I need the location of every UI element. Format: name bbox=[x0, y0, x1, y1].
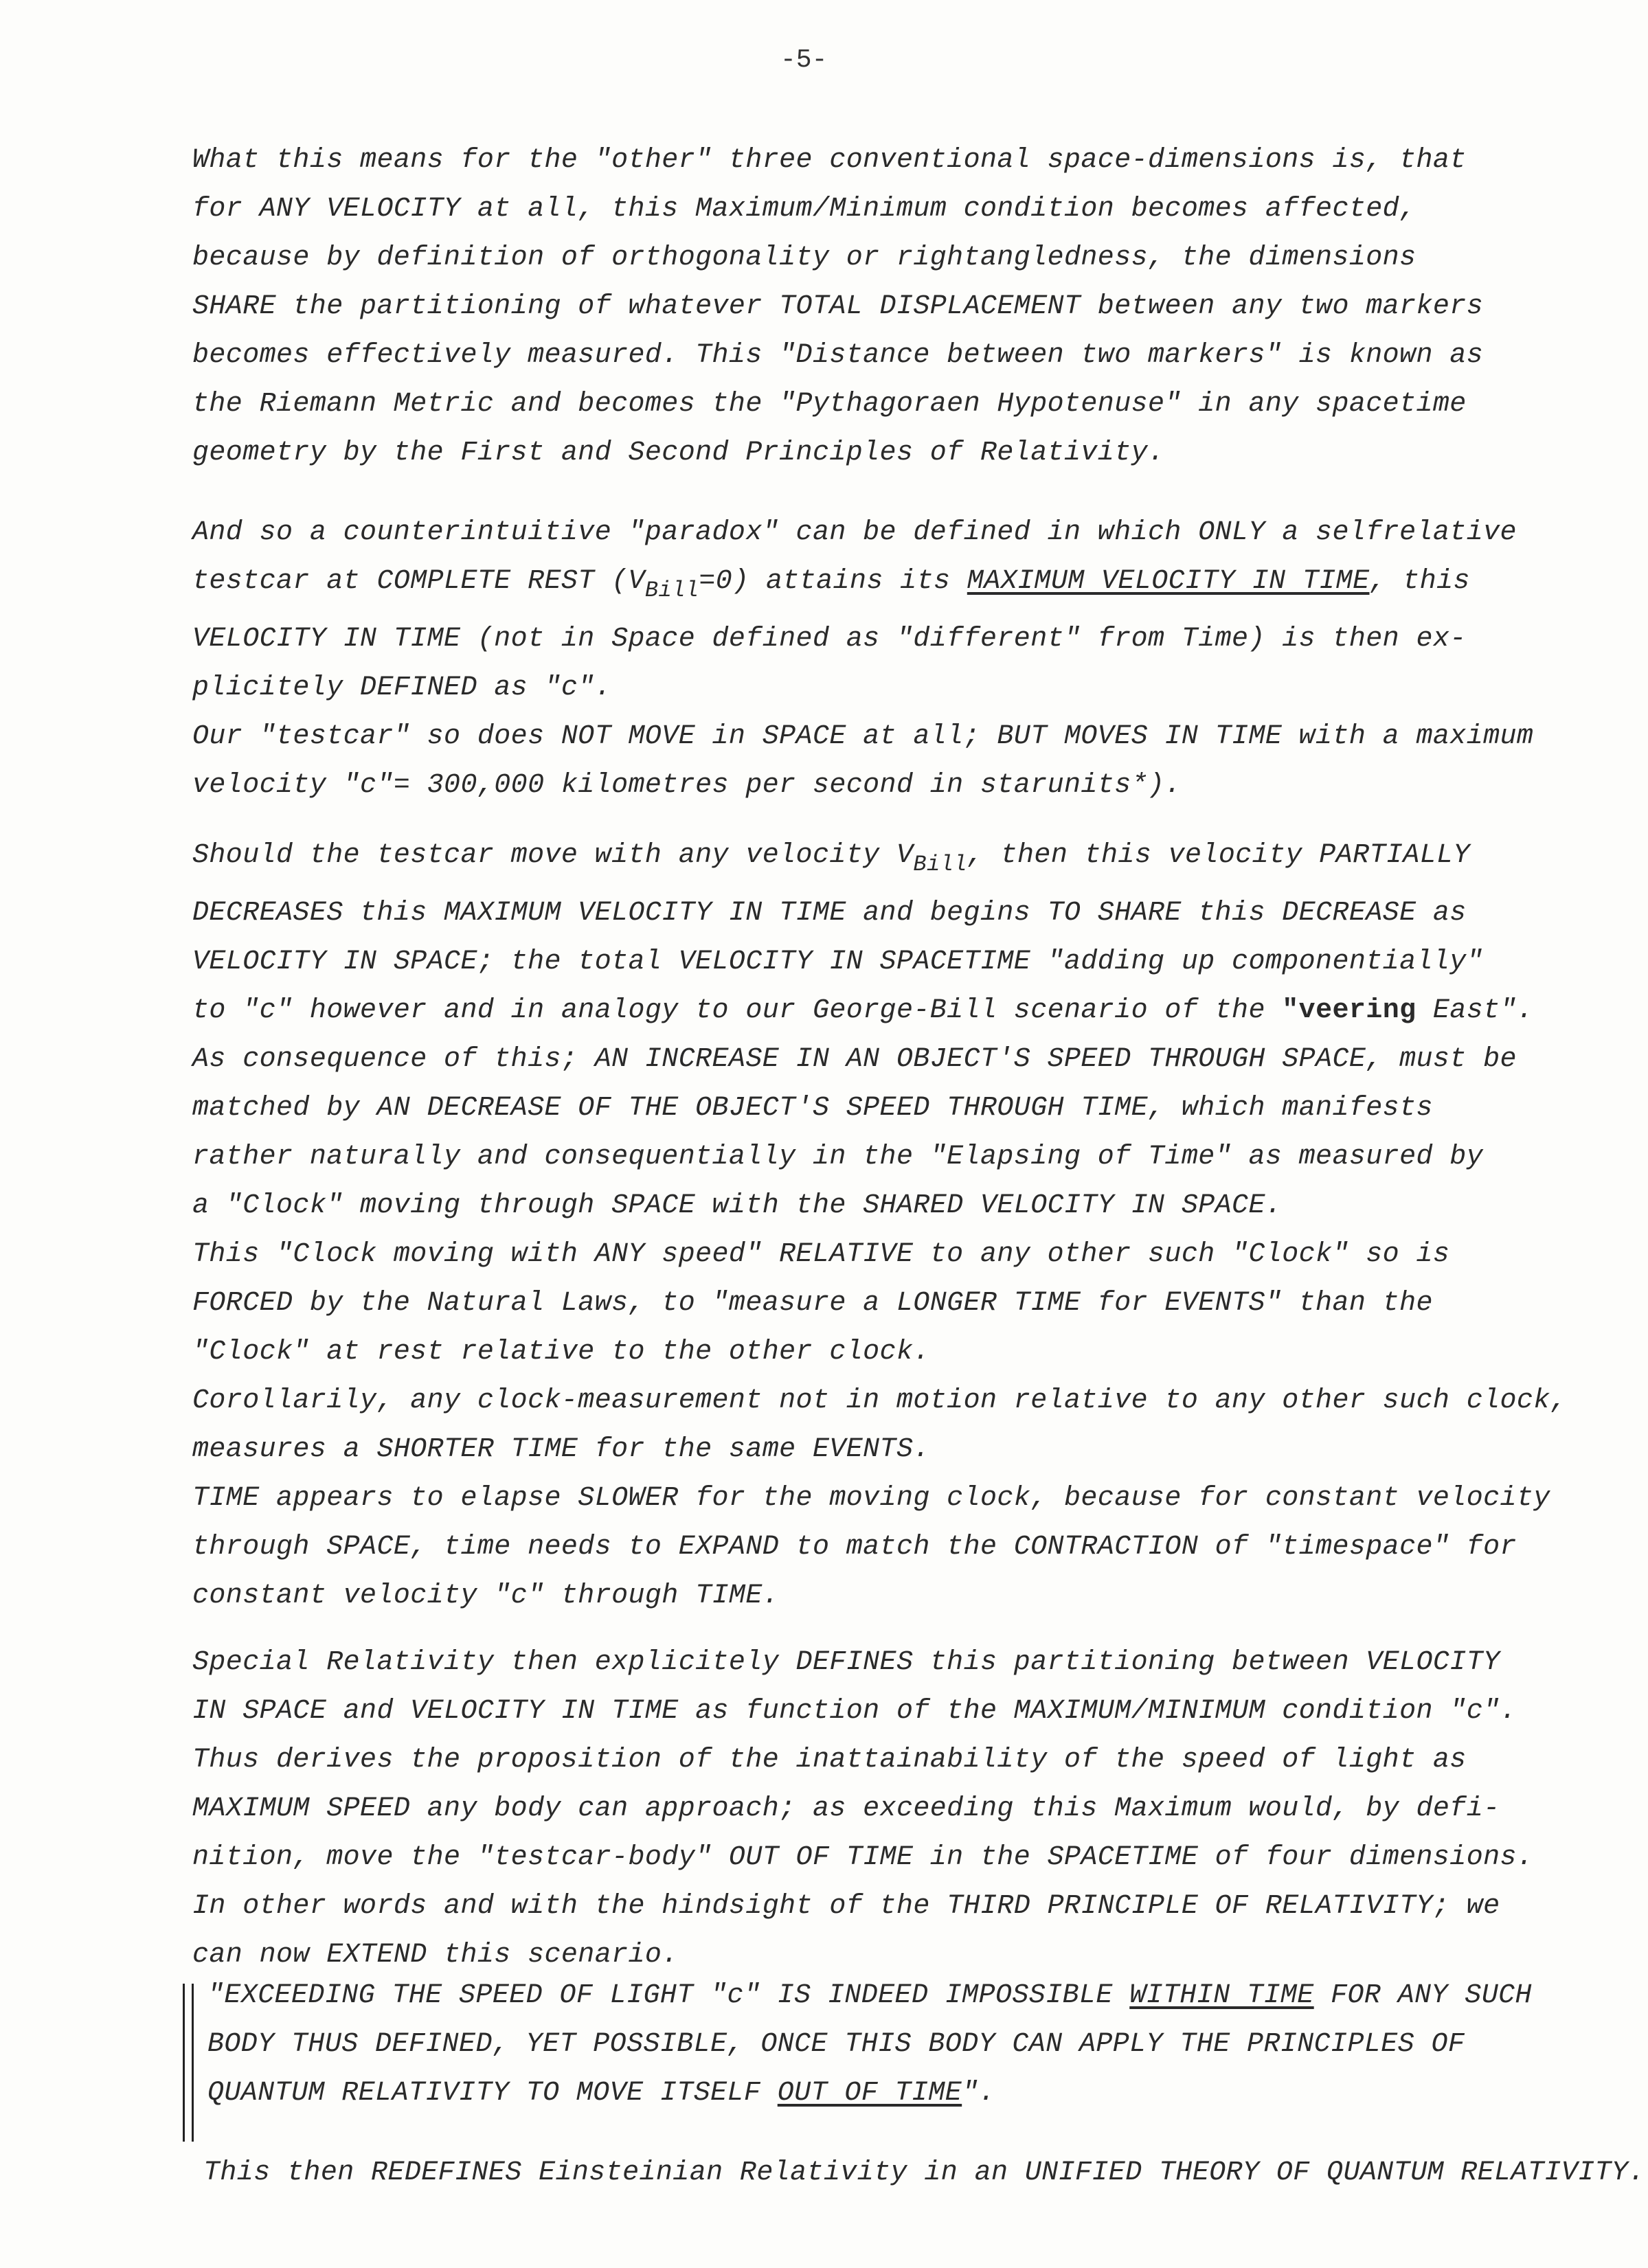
text-segment: Should the testcar move with any velocity V bbox=[192, 840, 914, 871]
text-line: measures a SHORTER TIME for the same EVENTS. bbox=[192, 1434, 930, 1465]
text-line: DECREASES this MAXIMUM VELOCITY IN TIME and begins TO SHARE this DECREASE as bbox=[192, 898, 1467, 929]
final-line: This then REDEFINES Einsteinian Relativity in an UNIFIED THEORY OF QUANTUM RELATIVITY. bbox=[203, 2157, 1645, 2188]
block-quote bbox=[192, 1971, 1581, 2118]
text-segment: QUANTUM RELATIVITY TO MOVE ITSELF bbox=[207, 2078, 778, 2109]
text-line: constant velocity "c" through TIME. bbox=[192, 1580, 780, 1611]
text-line: What this means for the "other" three conventional space-dimensions is, that bbox=[192, 145, 1467, 176]
text-line: VELOCITY IN TIME (not in Space defined as "different" from Time) is then ex- bbox=[192, 624, 1467, 655]
text-line: Thus derives the proposition of the inattainability of the speed of light as bbox=[192, 1745, 1467, 1776]
text-line: In other words and with the hindsight of the THIRD PRINCIPLE OF RELATIVITY; we bbox=[192, 1891, 1500, 1922]
text-segment: testcar at COMPLETE REST (V bbox=[192, 566, 645, 597]
text-segment: East". bbox=[1416, 995, 1534, 1026]
text-line bbox=[192, 986, 1566, 1035]
text-segment: to "c" however and in analogy to our George-Bill scenario of the bbox=[192, 995, 1283, 1026]
paragraph-1 bbox=[192, 136, 1566, 477]
text-line: Special Relativity then explicitely DEFINES this partitioning between VELOCITY bbox=[192, 1647, 1500, 1678]
text-line: can now EXTEND this scenario. bbox=[192, 1940, 679, 1971]
text-line: This "Clock moving with ANY speed" RELATIVE to any other such "Clock" so is bbox=[192, 1239, 1450, 1270]
underlined-text: WITHIN TIME bbox=[1129, 1980, 1314, 2011]
text-segment: "EXCEEDING THE SPEED OF LIGHT "c" IS INDEED IMPOSSIBLE bbox=[207, 1980, 1130, 2011]
text-line: through SPACE, time needs to EXPAND to match the CONTRACTION of "timespace" for bbox=[192, 1532, 1517, 1563]
text-line bbox=[192, 557, 1566, 615]
text-segment: , this bbox=[1369, 566, 1470, 597]
text-line: a "Clock" moving through SPACE with the SHARED VELOCITY IN SPACE. bbox=[192, 1190, 1283, 1221]
paragraph-4 bbox=[192, 1638, 1566, 1980]
subscript: Bill bbox=[644, 578, 699, 603]
bold-text: "veering bbox=[1282, 995, 1416, 1026]
text-line: nition, move the "testcar-body" OUT OF TIME in the SPACETIME of four dimensions. bbox=[192, 1842, 1534, 1873]
subscript: Bill bbox=[913, 852, 967, 877]
text-line: And so a counterintuitive "paradox" can be defined in which ONLY a selfrelative bbox=[192, 517, 1517, 548]
paragraph-3 bbox=[192, 831, 1566, 1620]
text-line: FORCED by the Natural Laws, to "measure a LONGER TIME for EVENTS" than the bbox=[192, 1288, 1433, 1319]
text-line bbox=[207, 1971, 1581, 2020]
text-line: plicitely DEFINED as "c". bbox=[192, 672, 612, 703]
text-line: VELOCITY IN SPACE; the total VELOCITY IN SPACETIME "adding up componentially" bbox=[192, 946, 1484, 977]
page-number: -5- bbox=[780, 45, 828, 75]
text-line: Our "testcar" so does NOT MOVE in SPACE at all; BUT MOVES IN TIME with a maximum bbox=[192, 721, 1534, 752]
text-line bbox=[192, 831, 1566, 889]
text-line: geometry by the First and Second Principles of Relativity. bbox=[192, 438, 1165, 468]
text-line: Corollarily, any clock-measurement not in motion relative to any other such clock, bbox=[192, 1385, 1568, 1416]
underlined-text: OUT OF TIME bbox=[777, 2078, 962, 2109]
text-line: As consequence of this; AN INCREASE IN AN OBJECT'S SPEED THROUGH SPACE, must be bbox=[192, 1044, 1517, 1075]
text-line: IN SPACE and VELOCITY IN TIME as function of the MAXIMUM/MINIMUM condition "c". bbox=[192, 1696, 1517, 1727]
text-line: rather naturally and consequentially in the "Elapsing of Time" as measured by bbox=[192, 1142, 1484, 1172]
text-line: velocity "c"= 300,000 kilometres per second in starunits*). bbox=[192, 770, 1182, 801]
text-segment: , then this velocity PARTIALLY bbox=[967, 840, 1470, 871]
text-line: for ANY VELOCITY at all, this Maximum/Minimum condition becomes affected, bbox=[192, 194, 1416, 225]
text-line: "Clock" at rest relative to the other clock. bbox=[192, 1337, 930, 1368]
text-line: matched by AN DECREASE OF THE OBJECT'S SPEED THROUGH TIME, which manifests bbox=[192, 1093, 1433, 1124]
paragraph-2 bbox=[192, 508, 1566, 810]
text-segment: ". bbox=[962, 2078, 995, 2109]
underlined-text: MAXIMUM VELOCITY IN TIME bbox=[967, 566, 1370, 597]
text-line: SHARE the partitioning of whatever TOTAL DISPLACEMENT between any two markers bbox=[192, 291, 1484, 322]
text-line: BODY THUS DEFINED, YET POSSIBLE, ONCE THIS BODY CAN APPLY THE PRINCIPLES OF bbox=[207, 2029, 1465, 2060]
text-line: TIME appears to elapse SLOWER for the moving clock, because for constant velocity bbox=[192, 1483, 1550, 1514]
text-line: the Riemann Metric and becomes the "Pythagoraen Hypotenuse" in any spacetime bbox=[192, 389, 1467, 420]
text-segment: FOR ANY SUCH bbox=[1313, 1980, 1532, 2011]
text-line bbox=[207, 2069, 1581, 2118]
text-line: because by definition of orthogonality or rightangledness, the dimensions bbox=[192, 242, 1416, 273]
text-line: becomes effectively measured. This "Distance between two markers" is known as bbox=[192, 340, 1484, 371]
text-line: MAXIMUM SPEED any body can approach; as exceeding this Maximum would, by defi- bbox=[192, 1793, 1500, 1824]
text-segment: =0) attains its bbox=[699, 566, 967, 597]
